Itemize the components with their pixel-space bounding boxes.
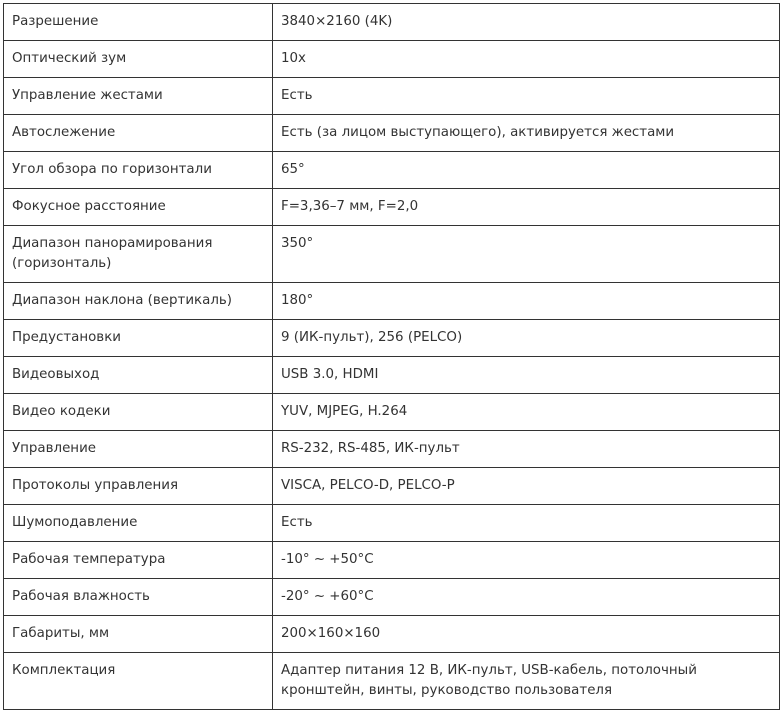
spec-value: RS-232, RS-485, ИК-пульт [273, 431, 780, 468]
spec-value: 180° [273, 283, 780, 320]
spec-value: -20° ~ +60°C [273, 579, 780, 616]
spec-value: 65° [273, 152, 780, 189]
spec-value: 3840×2160 (4K) [273, 4, 780, 41]
table-row [4, 616, 780, 653]
table-row [4, 431, 780, 468]
spec-key: Шумоподавление [4, 505, 273, 542]
spec-key: Диапазон панорамирования (горизонталь) [4, 226, 273, 283]
spec-key: Управление [4, 431, 273, 468]
spec-value: Есть [273, 78, 780, 115]
spec-key: Фокусное расстояние [4, 189, 273, 226]
table-row [4, 189, 780, 226]
spec-key: Предустановки [4, 320, 273, 357]
spec-value: YUV, MJPEG, H.264 [273, 394, 780, 431]
spec-value: Есть [273, 505, 780, 542]
table-row [4, 653, 780, 710]
spec-key: Видео кодеки [4, 394, 273, 431]
spec-key: Рабочая температура [4, 542, 273, 579]
table-row [4, 394, 780, 431]
spec-key: Видеовыход [4, 357, 273, 394]
spec-table [3, 3, 780, 710]
spec-value: F=3,36–7 мм, F=2,0 [273, 189, 780, 226]
table-row [4, 226, 780, 283]
table-row [4, 4, 780, 41]
spec-key: Разрешение [4, 4, 273, 41]
spec-value: 200×160×160 [273, 616, 780, 653]
table-row [4, 505, 780, 542]
table-row [4, 579, 780, 616]
spec-value: VISCA, PELCO-D, PELCO-P [273, 468, 780, 505]
table-row [4, 320, 780, 357]
table-row [4, 152, 780, 189]
spec-key: Автослежение [4, 115, 273, 152]
spec-key: Рабочая влажность [4, 579, 273, 616]
spec-key: Оптический зум [4, 41, 273, 78]
table-row [4, 468, 780, 505]
table-row [4, 357, 780, 394]
spec-value: USB 3.0, HDMI [273, 357, 780, 394]
spec-value: -10° ~ +50°C [273, 542, 780, 579]
table-row [4, 41, 780, 78]
spec-key: Габариты, мм [4, 616, 273, 653]
spec-value: Адаптер питания 12 В, ИК-пульт, USB-кабель, потолочный кронштейн, винты, руководство пользователя [273, 653, 780, 710]
spec-key: Комплектация [4, 653, 273, 710]
spec-key: Диапазон наклона (вертикаль) [4, 283, 273, 320]
spec-key: Управление жестами [4, 78, 273, 115]
spec-key: Угол обзора по горизонтали [4, 152, 273, 189]
table-row [4, 115, 780, 152]
table-row [4, 283, 780, 320]
table-row [4, 78, 780, 115]
spec-value: 9 (ИК-пульт), 256 (PELCO) [273, 320, 780, 357]
spec-table-body [4, 4, 780, 710]
table-row [4, 542, 780, 579]
spec-value: Есть (за лицом выступающего), активируется жестами [273, 115, 780, 152]
spec-value: 10x [273, 41, 780, 78]
spec-key: Протоколы управления [4, 468, 273, 505]
spec-value: 350° [273, 226, 780, 283]
